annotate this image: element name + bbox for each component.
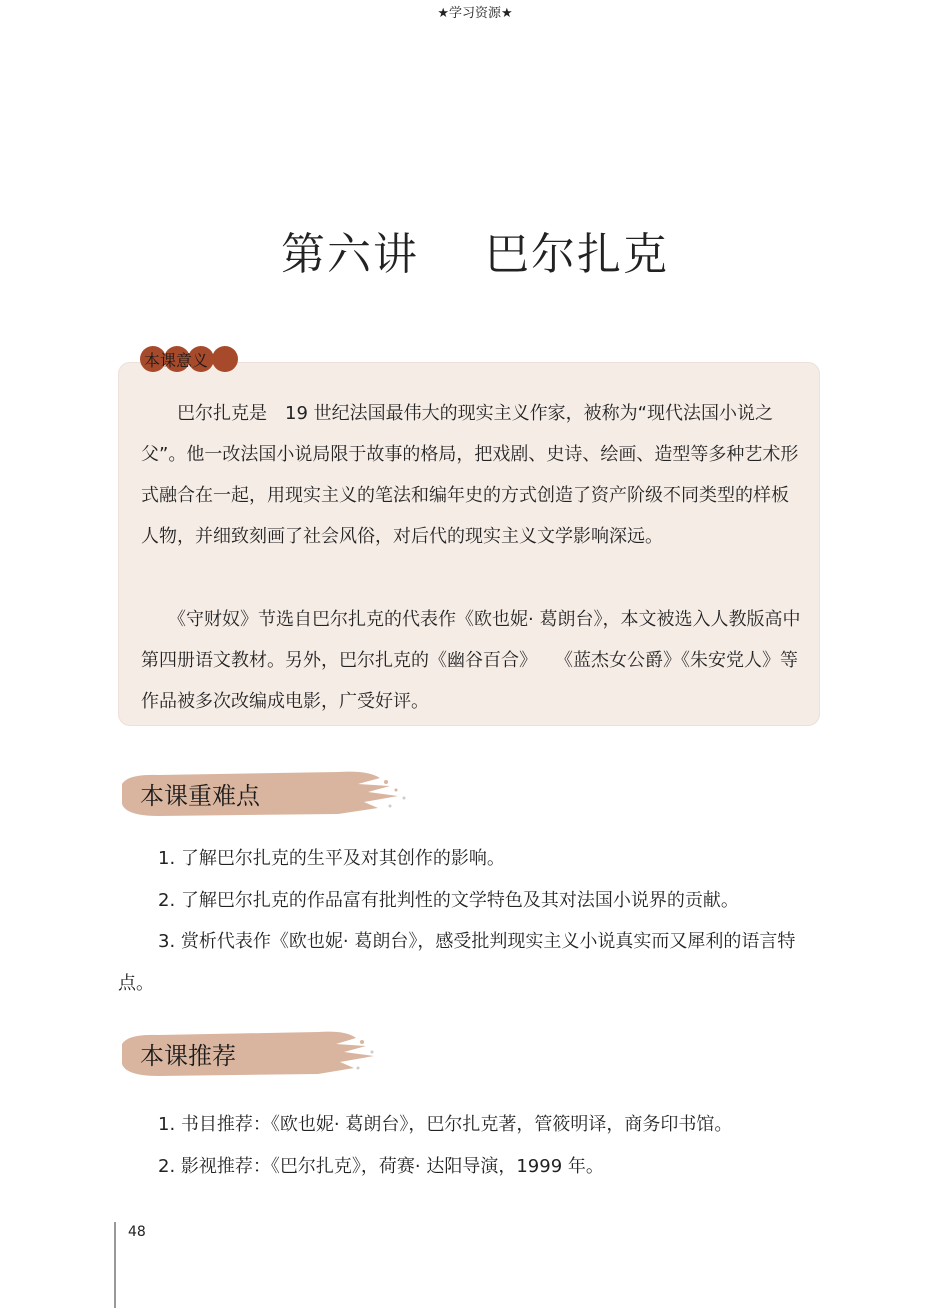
key-points-label: 本课重难点 <box>140 782 260 810</box>
key-points-heading <box>118 766 418 822</box>
list-item: 1. 书目推荐：《欧也妮· 葛朗台》，巴尔扎克著，管筱明译，商务印书馆。 <box>158 1114 733 1135</box>
list-item: 1. 了解巴尔扎克的生平及对其创作的影响。 <box>158 848 505 869</box>
recommend-label: 本课推荐 <box>140 1042 236 1070</box>
list-item: 2. 了解巴尔扎克的作品富有批判性的文学特色及其对法国小说界的贡献。 <box>158 889 739 911</box>
key-points-list <box>118 838 818 1004</box>
list-item: 3. 赏析代表作《欧也妮· 葛朗台》，感受批判现实主义小说真实而又犀利的语言特点。 <box>118 931 796 994</box>
chapter-number: 第六讲 <box>281 229 419 280</box>
chapter-title <box>0 218 950 282</box>
recommend-list <box>118 1104 818 1187</box>
page-header: ★学习资源★ <box>437 6 513 21</box>
significance-label: 本课意义 <box>144 351 209 370</box>
significance-box <box>118 362 820 726</box>
significance-paragraph-2: 《守财奴》节选自巴尔扎克的代表作《欧也妮· 葛朗台》，本文被选入人教版高中第四册语文教材。另外，巴尔扎克的《幽谷百合》 《蓝杰女公爵》《朱安党人》等作品被多次改编成电影，广受好评。 <box>141 609 801 712</box>
recommend-heading <box>118 1026 418 1082</box>
tab-dot <box>212 346 238 372</box>
chapter-name: 巴尔扎克 <box>485 229 669 280</box>
significance-tab <box>140 344 236 374</box>
footer-rule <box>114 1222 116 1308</box>
list-item: 2. 影视推荐：《巴尔扎克》，荷赛· 达阳导演，1999 年。 <box>158 1155 604 1177</box>
page-number: 48 <box>128 1224 146 1240</box>
significance-paragraph-1: 巴尔扎克是 19 世纪法国最伟大的现实主义作家，被称为“现代法国小说之父”。他一改法国小说局限于故事的格局，把戏剧、史诗、绘画、造型等多种艺术形式融合在一起，用现实主义的笔法和编年史的方式创造了资产阶级不同类型的样板人物，并细致刻画了社会风俗，对后代的现实主义文学影响深远。 <box>141 403 799 547</box>
